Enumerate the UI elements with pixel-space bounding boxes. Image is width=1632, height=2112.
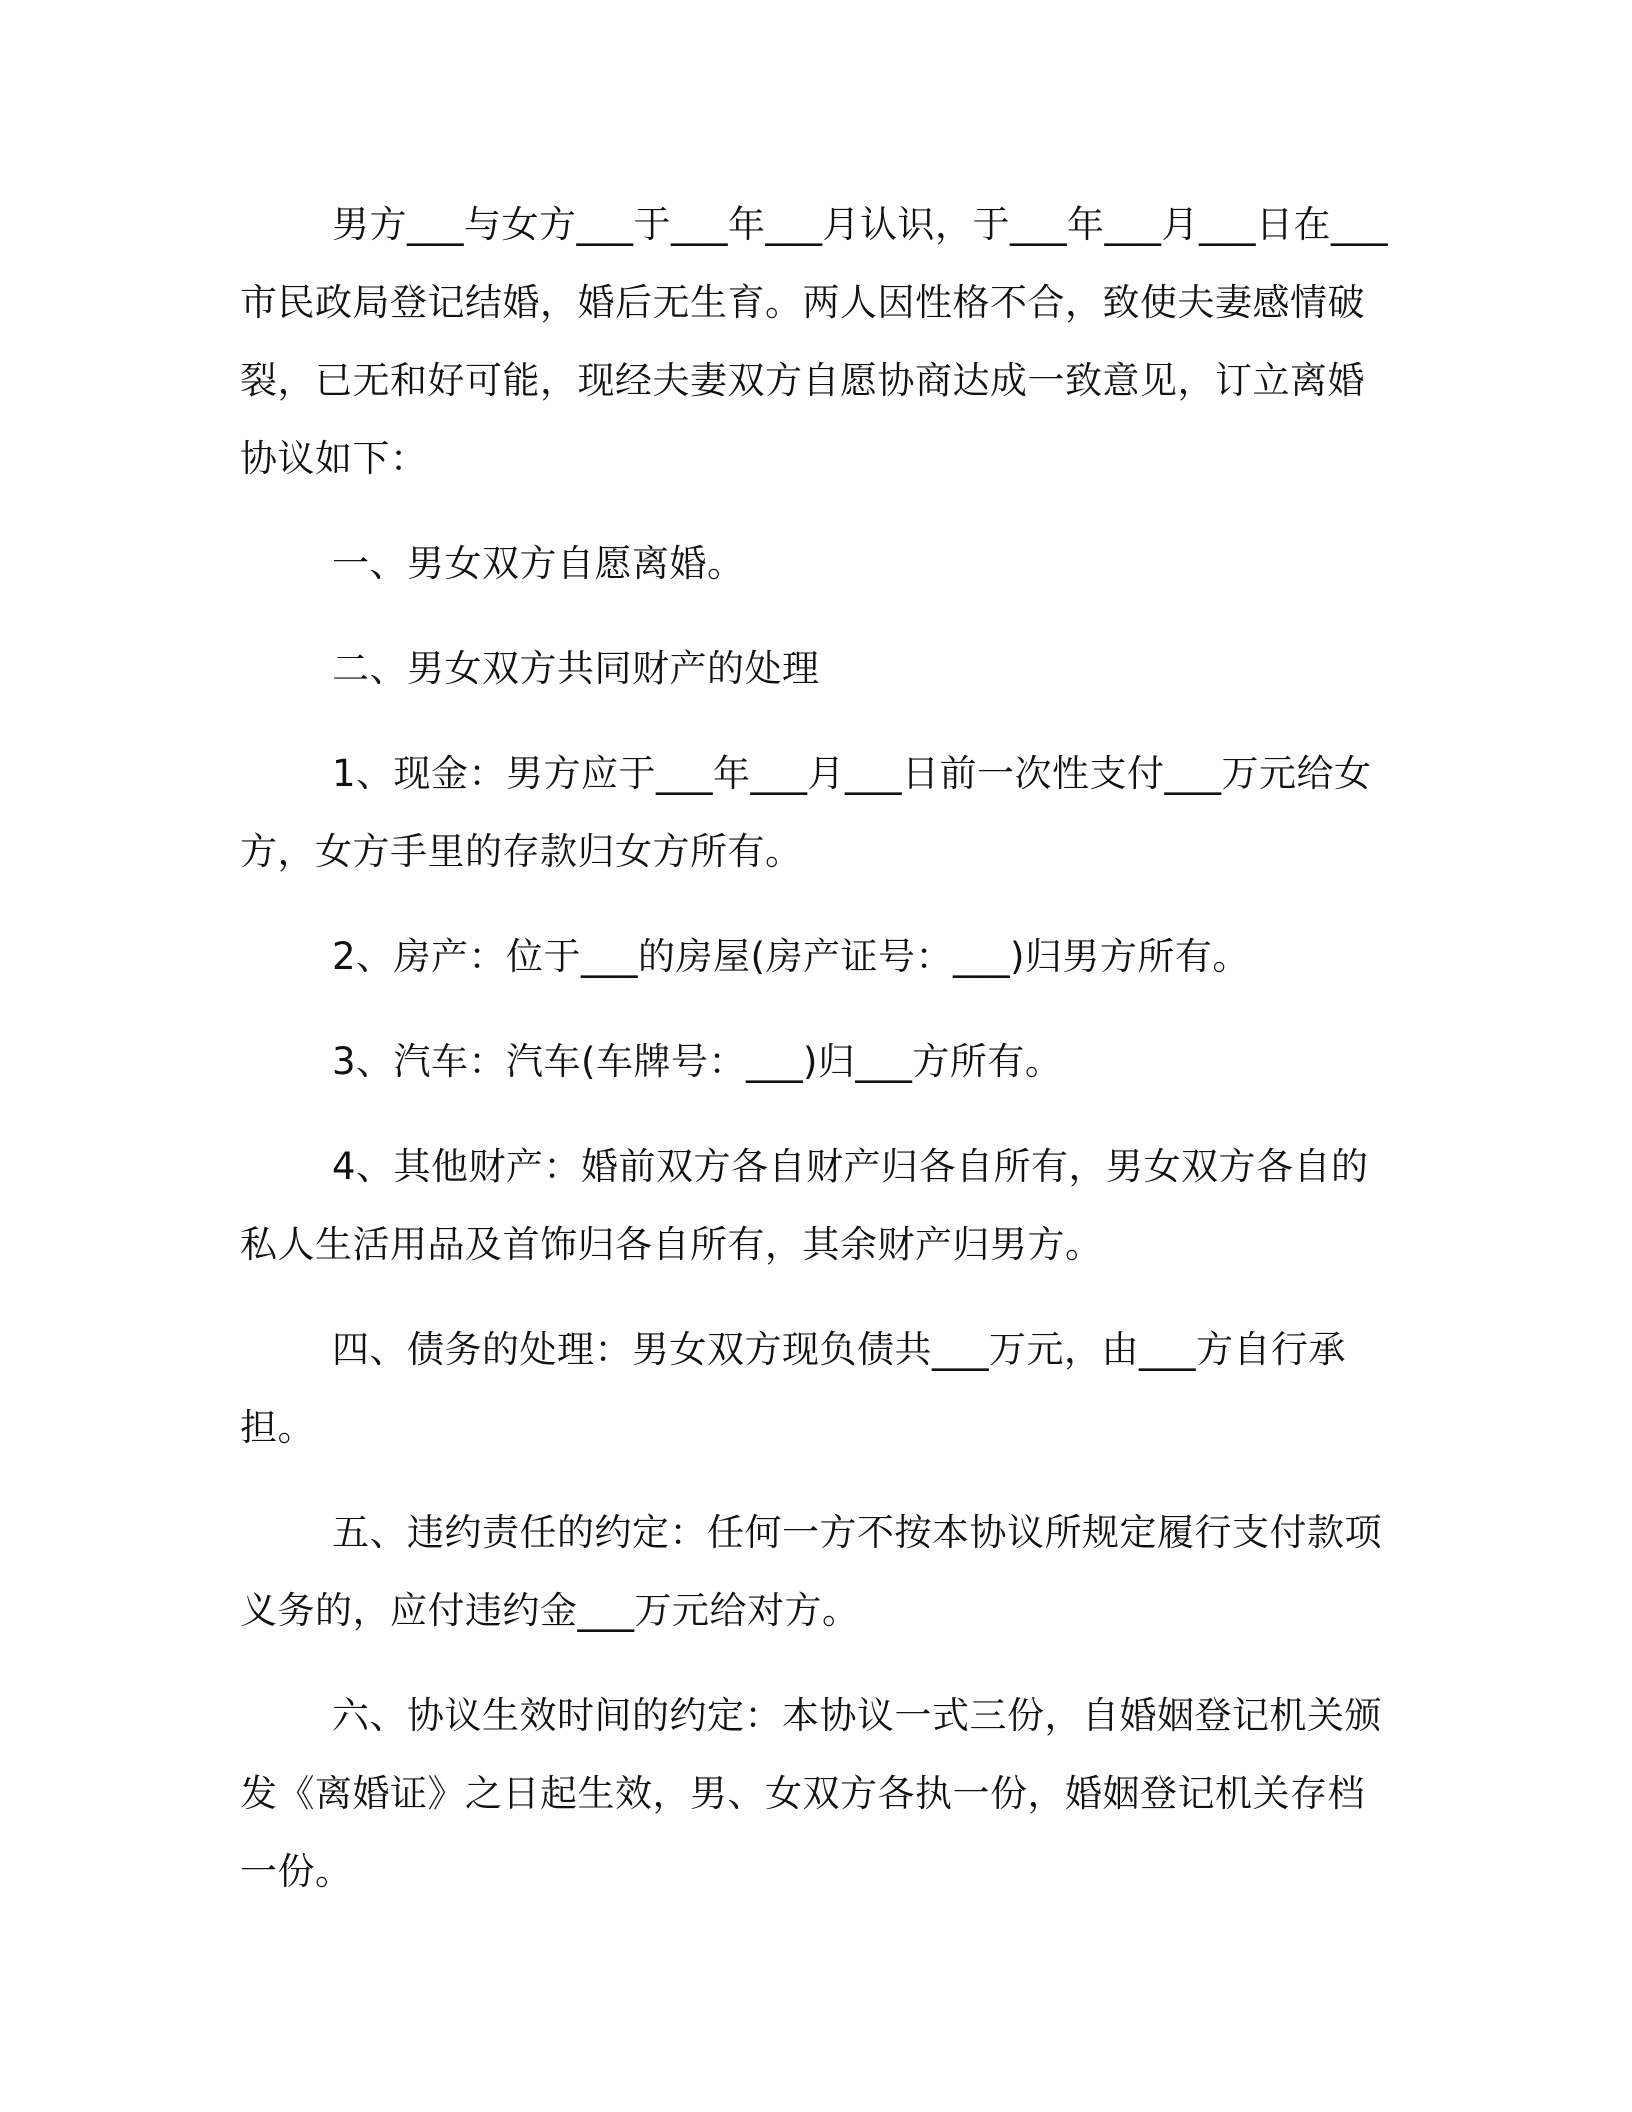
document-body	[240, 186, 1390, 1938]
clause-4-debts: 四、债务的处理：男女双方现负债共___万元，由___方自行承担。	[240, 1328, 1346, 1449]
clause-5-breach-liability: 五、违约责任的约定：任何一方不按本协议所规定履行支付款项义务的，应付违约金___万元给对方。	[240, 1511, 1382, 1632]
clause-6-effective-date: 六、协议生效时间的约定：本协议一式三份，自婚姻登记机关颁发《离婚证》之日起生效，男、女双方各执一份，婚姻登记机关存档一份。	[240, 1694, 1382, 1893]
clause-2-joint-property-heading: 二、男女双方共同财产的处理	[332, 647, 820, 690]
clause-1-voluntary-divorce: 一、男女双方自愿离婚。	[332, 542, 745, 585]
item-car: 3、汽车：汽车(车牌号：___)归___方所有。	[332, 1040, 1063, 1083]
item-real-estate: 2、房产：位于___的房屋(房产证号：___)归男方所有。	[332, 935, 1250, 978]
item-cash: 1、现金：男方应于___年___月___日前一次性支付___万元给女方，女方手里的存款归女方所有。	[240, 752, 1372, 873]
item-other-property: 4、其他财产：婚前双方各自财产归各自所有，男女双方各自的私人生活用品及首饰归各自所有，其余财产归男方。	[240, 1145, 1369, 1266]
intro-paragraph: 男方___与女方___于___年___月认识，于___年___月___日在___市民政局登记结婚，婚后无生育。两人因性格不合，致使夫妻感情破裂，已无和好可能，现经夫妻双方自愿协商达成一致意见，订立离婚协议如下：	[240, 203, 1388, 480]
